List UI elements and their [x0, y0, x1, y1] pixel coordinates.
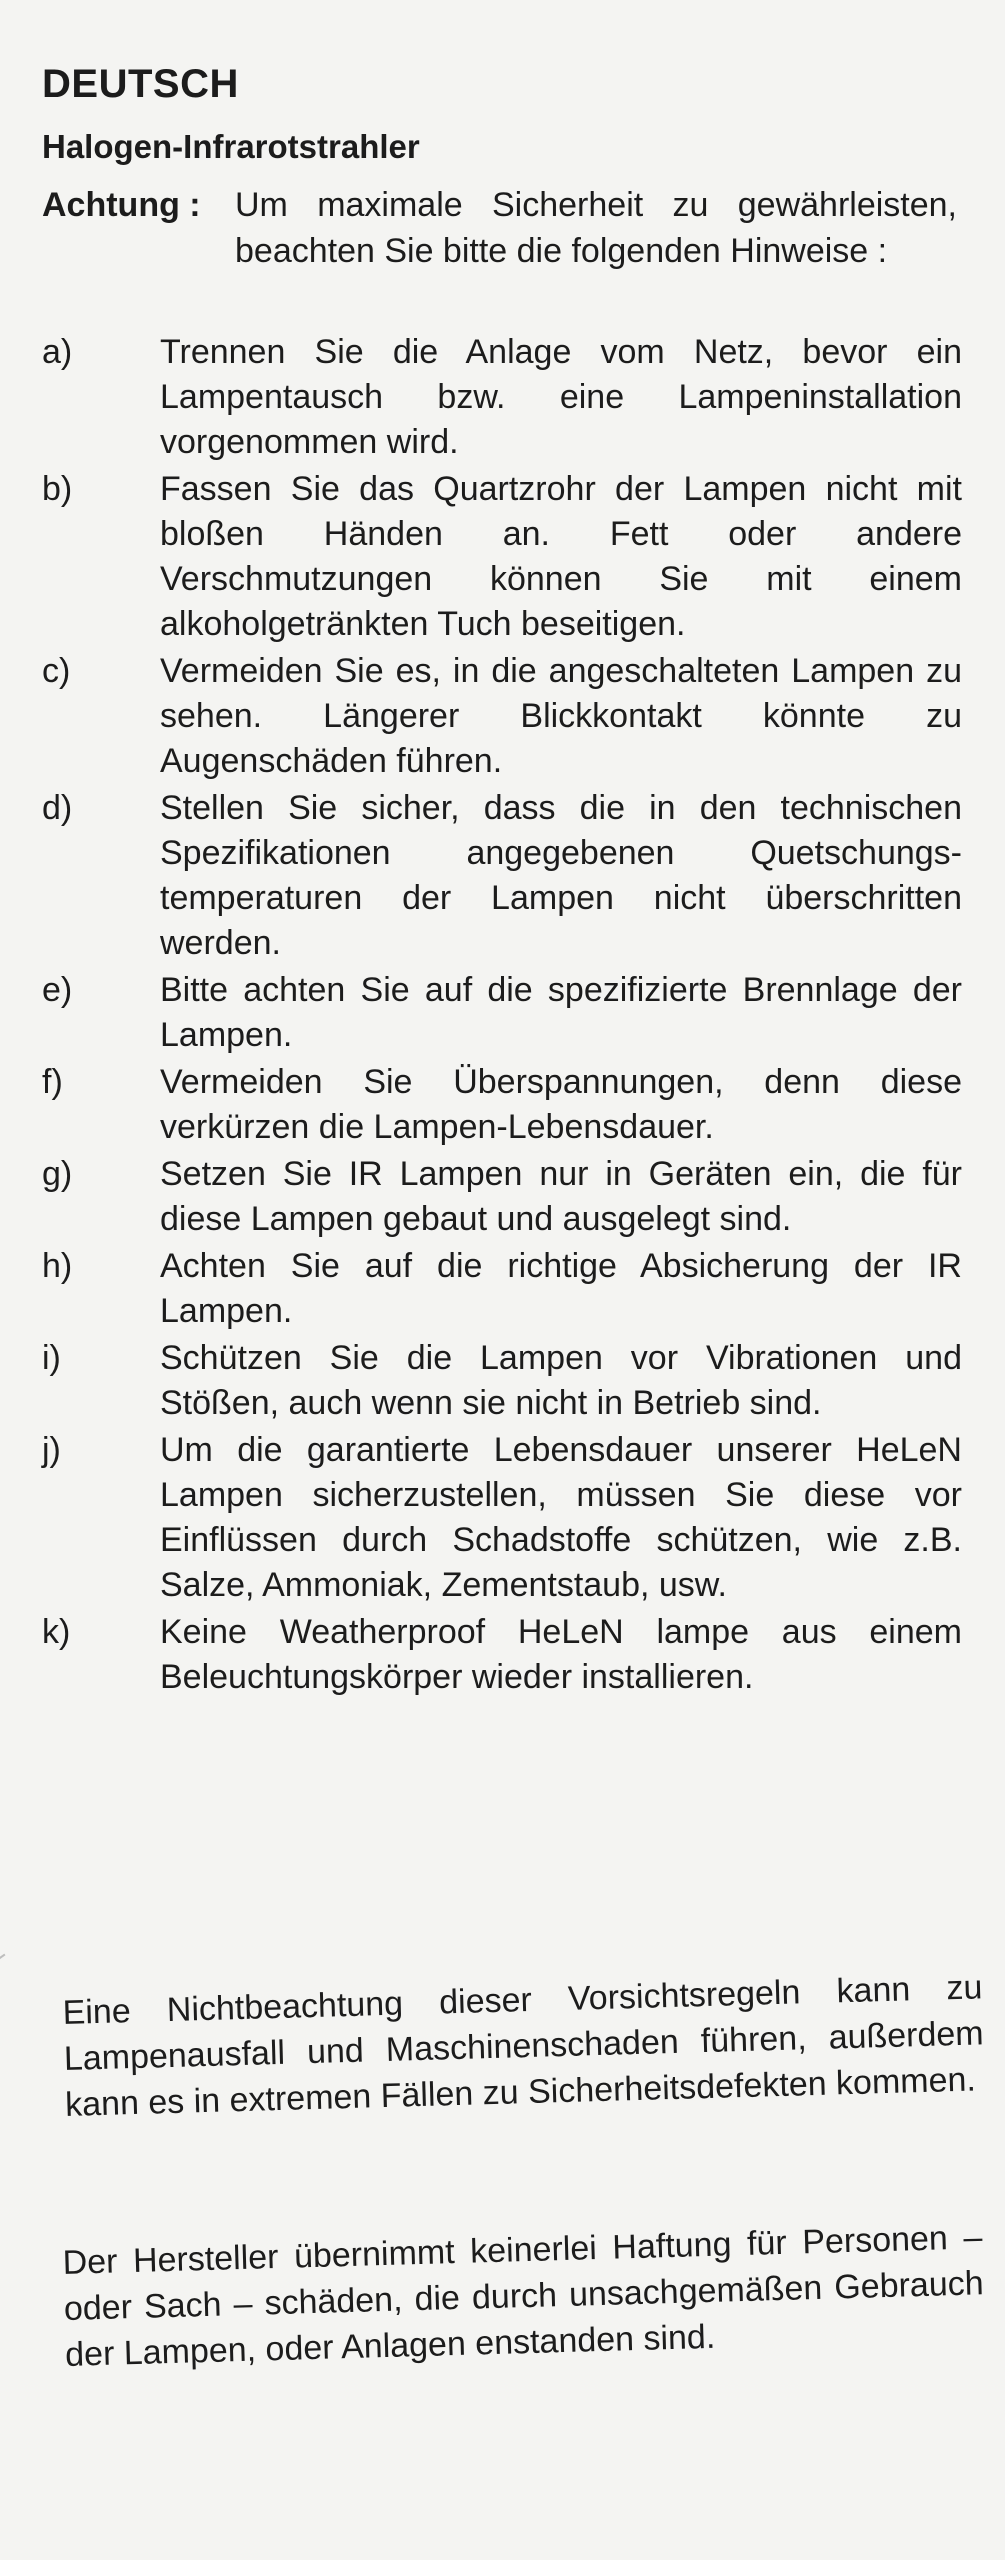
instruction-item [42, 1336, 962, 1426]
language-heading: DEUTSCH [42, 62, 239, 106]
instruction-letter: a) [42, 333, 73, 371]
instruction-letter: j) [42, 1431, 61, 1469]
instruction-text: Achten Sie auf die richtige Absicherung der IR Lampen. [160, 1247, 962, 1330]
document-title: Halogen-Infrarotstrahler [42, 128, 420, 165]
instruction-text: Vermeiden Sie Überspannungen, denn diese verkürzen die Lampen-Lebensdauer. [160, 1063, 962, 1146]
attention-label: Achtung : [42, 186, 201, 224]
instruction-item [42, 467, 962, 647]
instruction-item [42, 330, 962, 465]
instruction-letter: f) [42, 1063, 63, 1101]
instruction-text: Fassen Sie das Quartzrohr der Lampen nicht mit bloßen Händen an. Fett oder andere Verschmutzungen können Sie mit einem alkoholgetränkten Tuch beseitigen. [160, 470, 962, 643]
instruction-letter: c) [42, 652, 71, 690]
page-edge-mark [0, 1954, 28, 1999]
attention-notice [42, 182, 957, 274]
attention-text: Um maximale Sicherheit zu gewährleisten, beachten Sie bitte die folgenden Hinweise : [235, 186, 957, 270]
instruction-letter: k) [42, 1613, 71, 1651]
instruction-text: Setzen Sie IR Lampen nur in Geräten ein, die für diese Lampen gebaut und ausgelegt sind. [160, 1155, 962, 1238]
instruction-item [42, 649, 962, 784]
instruction-list [42, 330, 962, 1702]
instruction-letter: d) [42, 789, 73, 827]
instruction-item [42, 1610, 962, 1700]
instruction-letter: i) [42, 1339, 61, 1377]
instruction-text: Keine Weatherproof HeLeN lampe aus einem Beleuchtungskörper wieder installieren. [160, 1613, 962, 1696]
instruction-text: Bitte achten Sie auf die spezifizierte Brennlage der Lampen. [160, 971, 962, 1054]
instruction-text: Stellen Sie sicher, dass die in den technischen Spezifikationen angegebenen Quetschungs-temperaturen der Lampen nicht überschritten werden. [160, 789, 962, 962]
instruction-item [42, 968, 962, 1058]
instruction-item [42, 1244, 962, 1334]
instruction-item [42, 1428, 962, 1608]
instruction-letter: b) [42, 470, 73, 508]
instruction-item [42, 1060, 962, 1150]
instruction-item [42, 1152, 962, 1242]
instruction-text: Schützen Sie die Lampen vor Vibrationen und Stößen, auch wenn sie nicht in Betrieb sind. [160, 1339, 962, 1422]
instruction-letter: e) [42, 971, 73, 1009]
instruction-text: Um die garantierte Lebensdauer unserer HeLeN Lampen sicherzustellen, müssen Sie diese vor Einflüssen durch Schadstoffe schützen, wie z.B. Salze, Ammoniak, Zementstaub, usw. [160, 1431, 962, 1604]
instruction-letter: h) [42, 1247, 73, 1285]
instruction-text: Vermeiden Sie es, in die angeschalteten Lampen zu sehen. Längerer Blickkontakt könnte zu Augenschäden führen. [160, 652, 962, 780]
instruction-text: Trennen Sie die Anlage vom Netz, bevor ein Lampentausch bzw. eine Lampeninstallation vorgenommen wird. [160, 333, 962, 461]
instruction-letter: g) [42, 1155, 73, 1193]
instruction-item [42, 786, 962, 966]
liability-paragraph: Der Hersteller übernimmt keinerlei Haftung für Personen – oder Sach – schäden, die durch unsachgemäßen Gebrauch der Lampen, oder Anlagen enstanden sind. [62, 2218, 985, 2374]
warning-paragraph: Eine Nichtbeachtung dieser Vorsichtsregeln kann zu Lampenausfall und Maschinenschaden führen, außerdem kann es in extremen Fällen zu Sicherheitsdefekten kommen. [62, 1968, 985, 2124]
